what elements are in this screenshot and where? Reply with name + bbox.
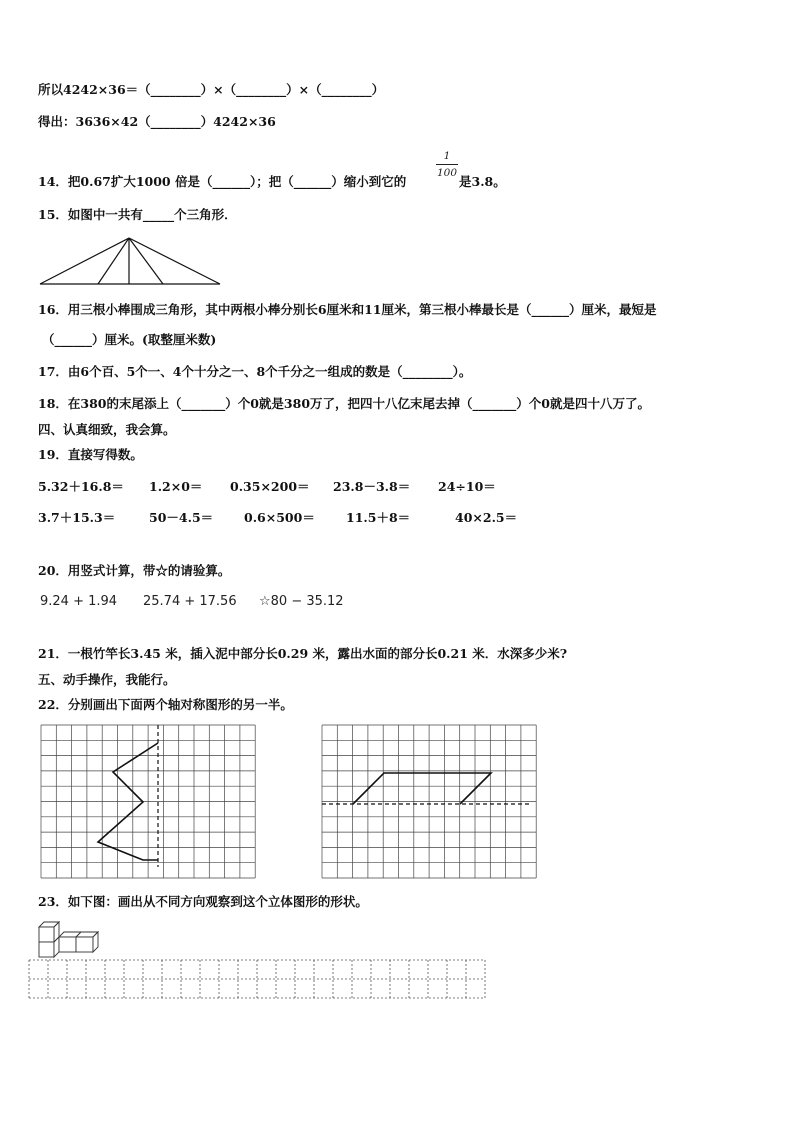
calc-item: 0.6×500＝ [244,510,315,525]
line-4242-factorization: 所以4242×36＝（________）×（________）×（________） [38,82,385,97]
question-18: 18．在380的末尾添上（_______）个0就是380万了，把四十八亿末尾去掉（_______）个0就是四十八万了。 [38,396,650,411]
cube-figure [38,920,98,958]
symmetry-grid-right [322,725,539,882]
question-15: 15．如图中一共有_____个三角形． [38,207,237,222]
fraction-one-hundredth [436,150,458,179]
triangle-fan-figure [38,236,222,286]
vertical-calc-item: ☆80 − 35.12 [259,594,344,609]
drawing-grid [29,960,487,1046]
calc-item: 0.35×200＝ [230,479,310,494]
calc-item: 5.32＋16.8＝ [38,479,124,494]
calc-item: 24÷10＝ [438,479,496,494]
question-16: 16．用三根小棒围成三角形，其中两根小棒分别长6厘米和11厘米，第三根小棒最长是（______）厘米，最短是 [38,302,657,317]
vertical-calc-item: 9.24 + 1.94 [40,594,118,609]
question-17: 17．由6个百、5个一、4个十分之一、8个千分之一组成的数是（________）。 [38,364,472,379]
question-20: 20．用竖式计算，带☆的请验算。 [38,563,231,578]
question-14: 14．把0.67扩大1000 倍是（______）；把（______）缩小到它的 [38,174,407,189]
vertical-calc-item: 25.74 + 17.56 [143,594,237,609]
calc-item: 23.8－3.8＝ [333,479,411,494]
question-23: 23．如下图：画出从不同方向观察到这个立体图形的形状。 [38,894,368,909]
calc-item: 1.2×0＝ [149,479,203,494]
section-five-heading: 五、动手操作，我能行。 [38,672,176,687]
calc-item: 40×2.5＝ [455,510,518,525]
question-22: 22．分别画出下面两个轴对称图形的另一半。 [38,697,293,712]
question-14-tail: 是3.8。 [459,174,506,189]
fraction-denominator: 100 [436,167,458,179]
symmetry-grid-left [41,725,258,882]
section-four-heading: 四、认真细致，我会算。 [38,422,176,437]
calc-item: 50－4.5＝ [149,510,214,525]
question-19: 19．直接写得数。 [38,447,143,462]
question-16-cont: （______）厘米。(取整厘米数) [42,332,217,347]
question-21: 21．一根竹竿长3.45 米，插入泥中部分长0.29 米，露出水面的部分长0.21 米．水深多少米? [38,646,568,661]
calc-item: 11.5＋8＝ [346,510,411,525]
fraction-numerator: 1 [436,150,458,165]
calc-item: 3.7＋15.3＝ [38,510,116,525]
line-compare-result: 得出：3636×42（________）4242×36 [38,114,276,129]
